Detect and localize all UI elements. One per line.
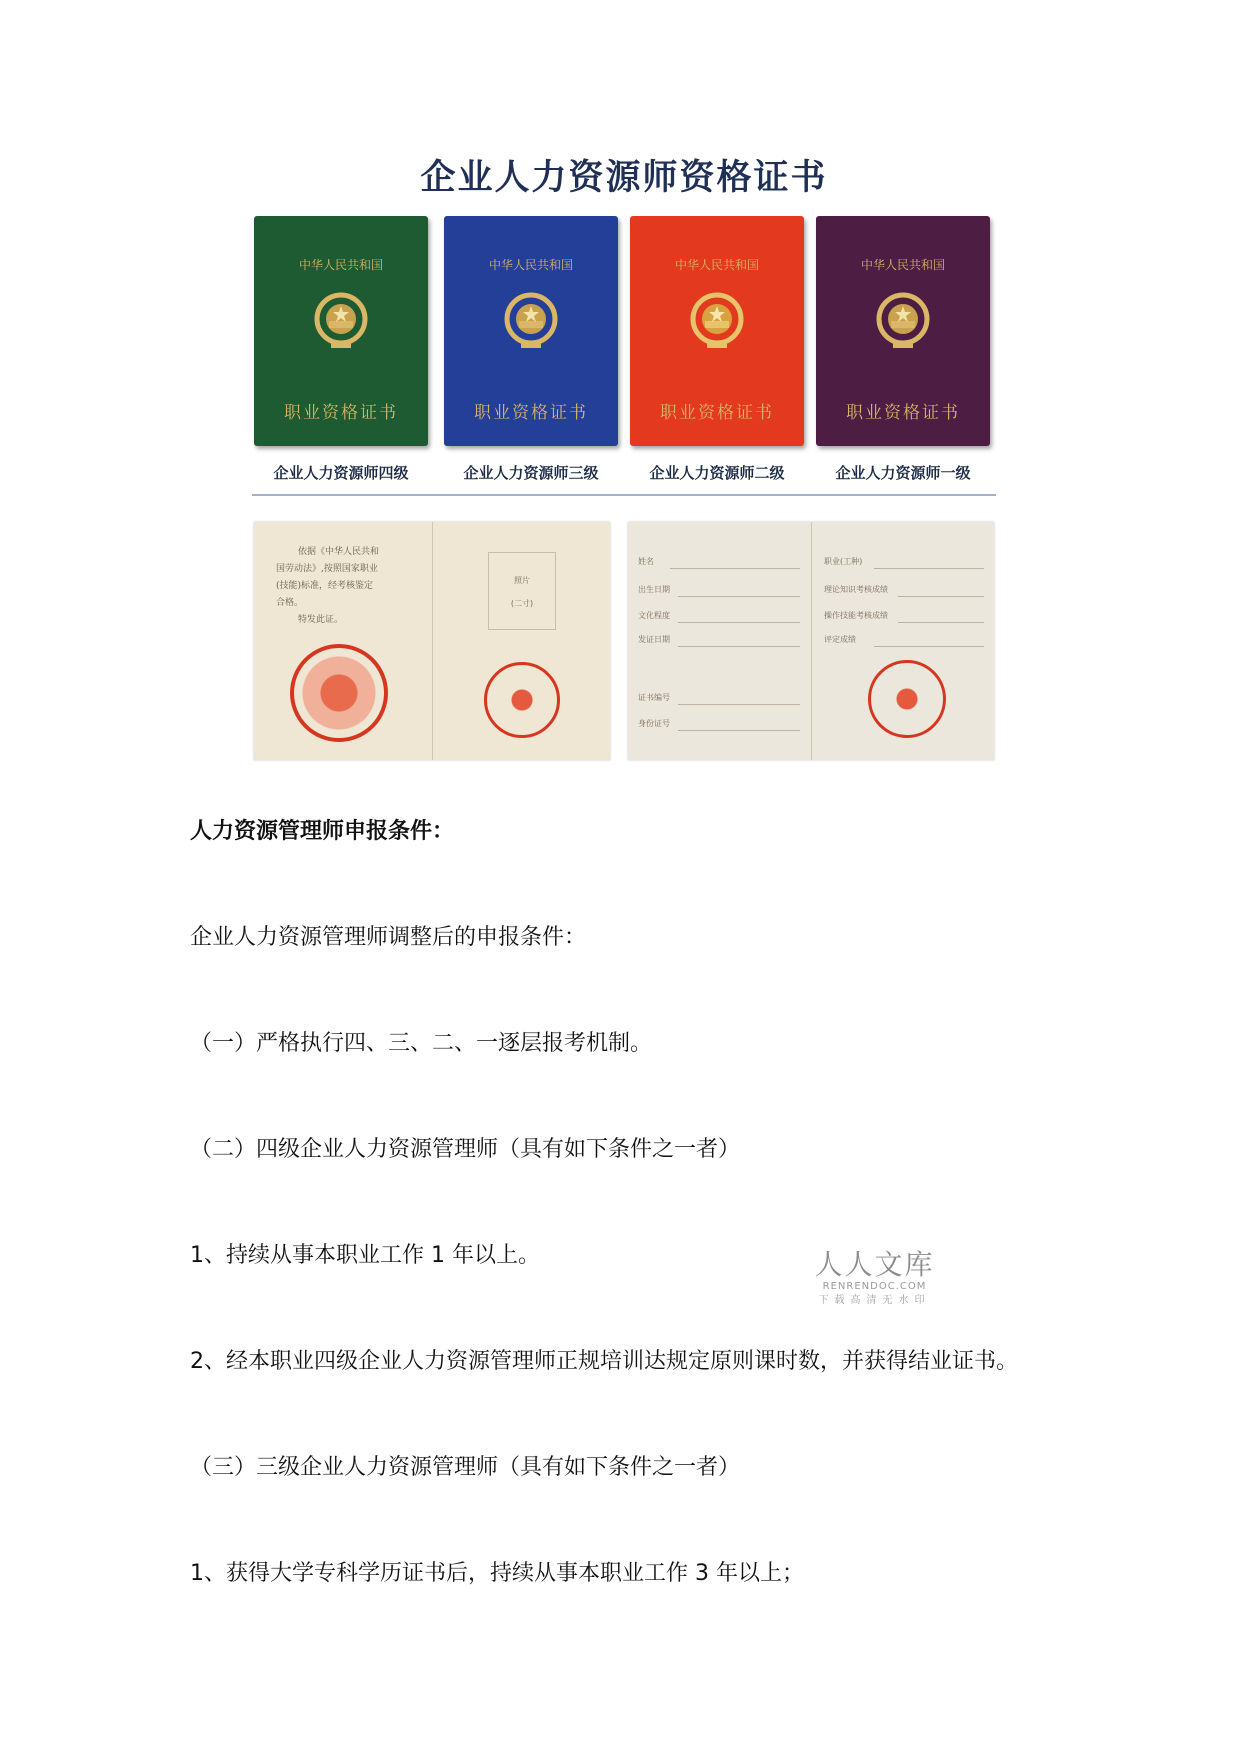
page-fold bbox=[432, 522, 433, 760]
photo-box bbox=[488, 552, 556, 630]
paragraph-line: （一）严格执行四、三、二、一逐层报考机制。 bbox=[190, 1031, 653, 1056]
certificate-statement: 依据《中华人民共和 国劳动法》,按照国家职业 (技能)标准，经考核鉴定 合格。 特发此证。 bbox=[276, 547, 380, 625]
national-emblem-icon bbox=[311, 289, 371, 353]
paragraph-line: 1、持续从事本职业工作 1 年以上。 bbox=[190, 1243, 540, 1268]
official-seal-icon bbox=[290, 644, 388, 742]
photo-size-label: (二寸) bbox=[510, 599, 534, 608]
paragraph-line: 1、获得大学专科学历证书后，持续从事本职业工作 3 年以上； bbox=[190, 1561, 804, 1586]
certificate-figure bbox=[252, 150, 996, 760]
paragraph-line: （二）四级企业人力资源管理师（具有如下条件之一者） bbox=[190, 1137, 741, 1162]
cover-country-text: 中华人民共和国 bbox=[488, 258, 573, 272]
cover-cert-text: 职业资格证书 bbox=[660, 403, 774, 423]
certificate-cover-level-3 bbox=[444, 216, 618, 446]
national-emblem-icon bbox=[501, 289, 561, 353]
paragraph-line: （三）三级企业人力资源管理师（具有如下条件之一者） bbox=[190, 1455, 741, 1480]
cover-country-text: 中华人民共和国 bbox=[674, 258, 759, 272]
issuing-seal-icon bbox=[868, 660, 946, 738]
watermark-domain: RENRENDOC.COM bbox=[822, 1281, 927, 1292]
cover-country-text: 中华人民共和国 bbox=[860, 258, 945, 272]
watermark-slogan: 下载高清无水印 bbox=[818, 1295, 931, 1306]
figure-divider bbox=[252, 494, 996, 496]
section-heading: 人力资源管理师申报条件： bbox=[190, 819, 455, 844]
cover-cert-text: 职业资格证书 bbox=[474, 403, 588, 423]
level-label-1: 企业人力资源师一级 bbox=[835, 464, 971, 482]
photo-label: 照片 bbox=[514, 576, 530, 585]
certificate-inner-page-left bbox=[254, 522, 610, 760]
level-label-4: 企业人力资源师四级 bbox=[273, 464, 409, 482]
watermark-main: 人人文库 bbox=[814, 1248, 935, 1281]
paragraph-line: 企业人力资源管理师调整后的申报条件： bbox=[190, 925, 587, 950]
appraisal-seal-icon bbox=[484, 662, 560, 738]
certificate-cover-level-2 bbox=[630, 216, 804, 446]
cover-cert-text: 职业资格证书 bbox=[284, 403, 398, 423]
level-label-2: 企业人力资源师二级 bbox=[649, 464, 785, 482]
certificate-cover-level-1 bbox=[816, 216, 990, 446]
paragraph-line: 2、经本职业四级企业人力资源管理师正规培训达规定原则课时数，并获得结业证书。 bbox=[190, 1349, 1018, 1374]
watermark bbox=[812, 1250, 937, 1308]
cover-cert-text: 职业资格证书 bbox=[846, 403, 960, 423]
national-emblem-icon bbox=[687, 289, 747, 353]
figure-title: 企业人力资源师资格证书 bbox=[420, 157, 828, 198]
page-fold bbox=[811, 522, 812, 760]
national-emblem-icon bbox=[873, 289, 933, 353]
cover-country-text: 中华人民共和国 bbox=[298, 258, 383, 272]
certificate-cover-level-4 bbox=[254, 216, 428, 446]
level-label-3: 企业人力资源师三级 bbox=[463, 464, 599, 482]
certificate-inner-page-right: 姓名 出生日期 文化程度 发证日期 证书编号 身份证号 职业(工种) 理论知识考核成绩 操作技能考核成绩 评定成绩 bbox=[628, 522, 994, 760]
